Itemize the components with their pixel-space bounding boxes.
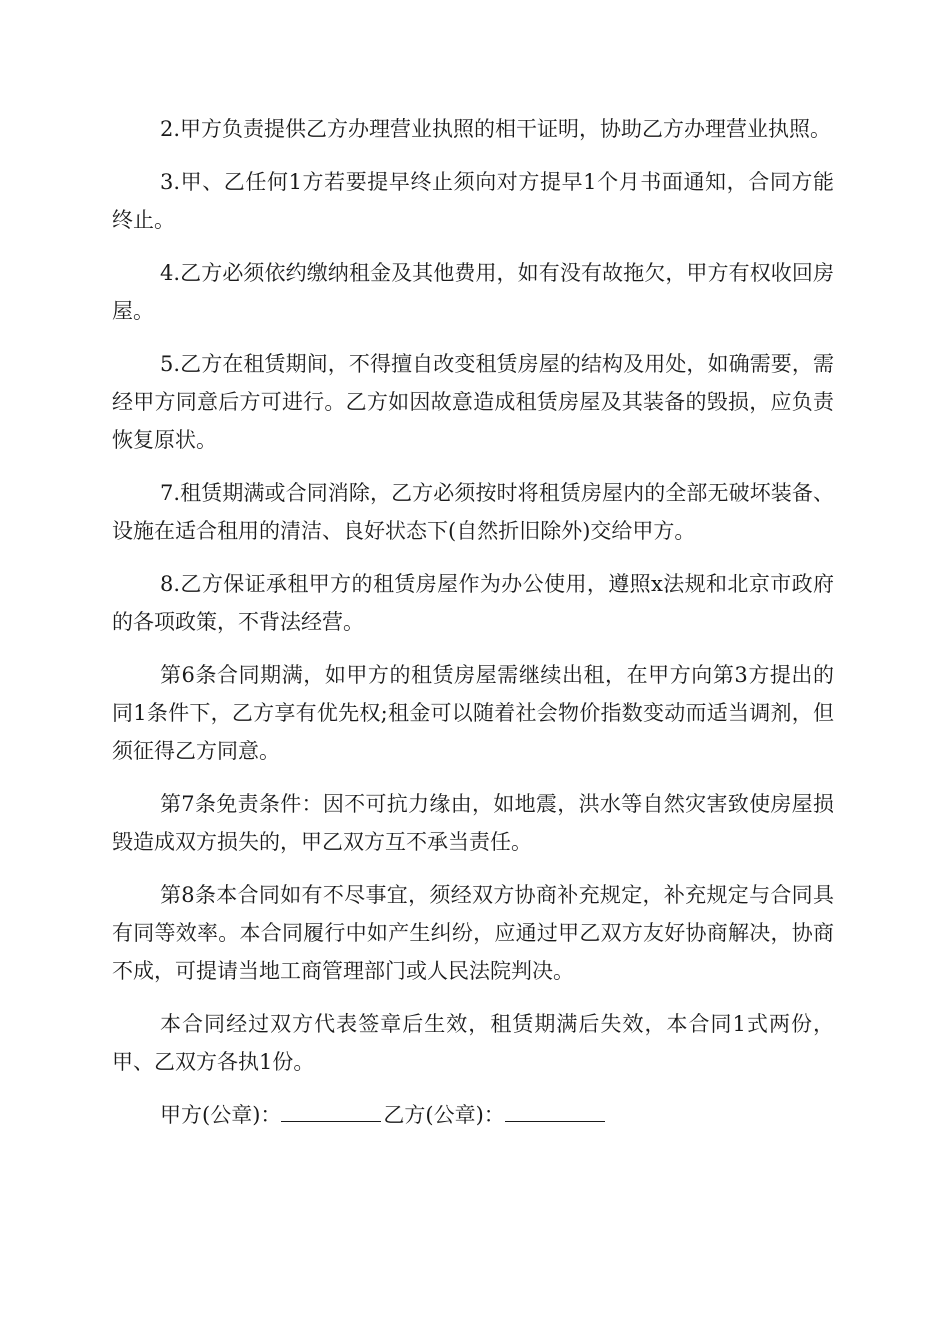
article-8: 第8条本合同如有不尽事宜，须经双方协商补充规定，补充规定与合同具有同等效率。本合同履行中如产生纠纷，应通过甲乙双方友好协商解决，协商不成，可提请当地工商管理部门或人民法院判决。 <box>112 883 834 983</box>
effective-clause: 本合同经过双方代表签章后生效，租赁期满后失效，本合同1式两份，甲、乙双方各执1份。 <box>112 1012 834 1074</box>
document-page <box>112 110 834 1134</box>
clause-7: 7.租赁期满或合同消除，乙方必须按时将租赁房屋内的全部无破坏装备、设施在适合租用的清洁、良好状态下(自然折旧除外)交给甲方。 <box>112 481 834 543</box>
party-b-seal-label: 乙方(公章)： <box>383 1103 505 1127</box>
clause-4: 4.乙方必须依约缴纳租金及其他费用，如有没有故拖欠，甲方有权收回房屋。 <box>112 261 834 323</box>
clause-5: 5.乙方在租赁期间，不得擅自改变租赁房屋的结构及用处，如确需要，需经甲方同意后方可进行。乙方如因故意造成租赁房屋及其装备的毁损，应负责恢复原状。 <box>112 352 834 452</box>
clause-3: 3.甲、乙任何1方若要提早终止须向对方提早1个月书面通知，合同方能终止。 <box>112 170 834 232</box>
signature-row <box>112 1096 834 1134</box>
party-a-seal-label: 甲方(公章)： <box>160 1103 282 1127</box>
party-b-seal-blank <box>505 1099 605 1122</box>
clause-8: 8.乙方保证承租甲方的租赁房屋作为办公使用，遵照x法规和北京市政府的各项政策，不背法经营。 <box>112 572 834 634</box>
article-6: 第6条合同期满，如甲方的租赁房屋需继续出租，在甲方向第3方提出的同1条件下，乙方享有优先权;租金可以随着社会物价指数变动而适当调剂，但须征得乙方同意。 <box>112 663 834 763</box>
article-7: 第7条免责条件：因不可抗力缘由，如地震，洪水等自然灾害致使房屋损毁造成双方损失的，甲乙双方互不承当责任。 <box>112 792 834 854</box>
clause-2: 2.甲方负责提供乙方办理营业执照的相干证明，协助乙方办理营业执照。 <box>160 117 832 141</box>
party-a-seal-blank <box>281 1099 381 1122</box>
